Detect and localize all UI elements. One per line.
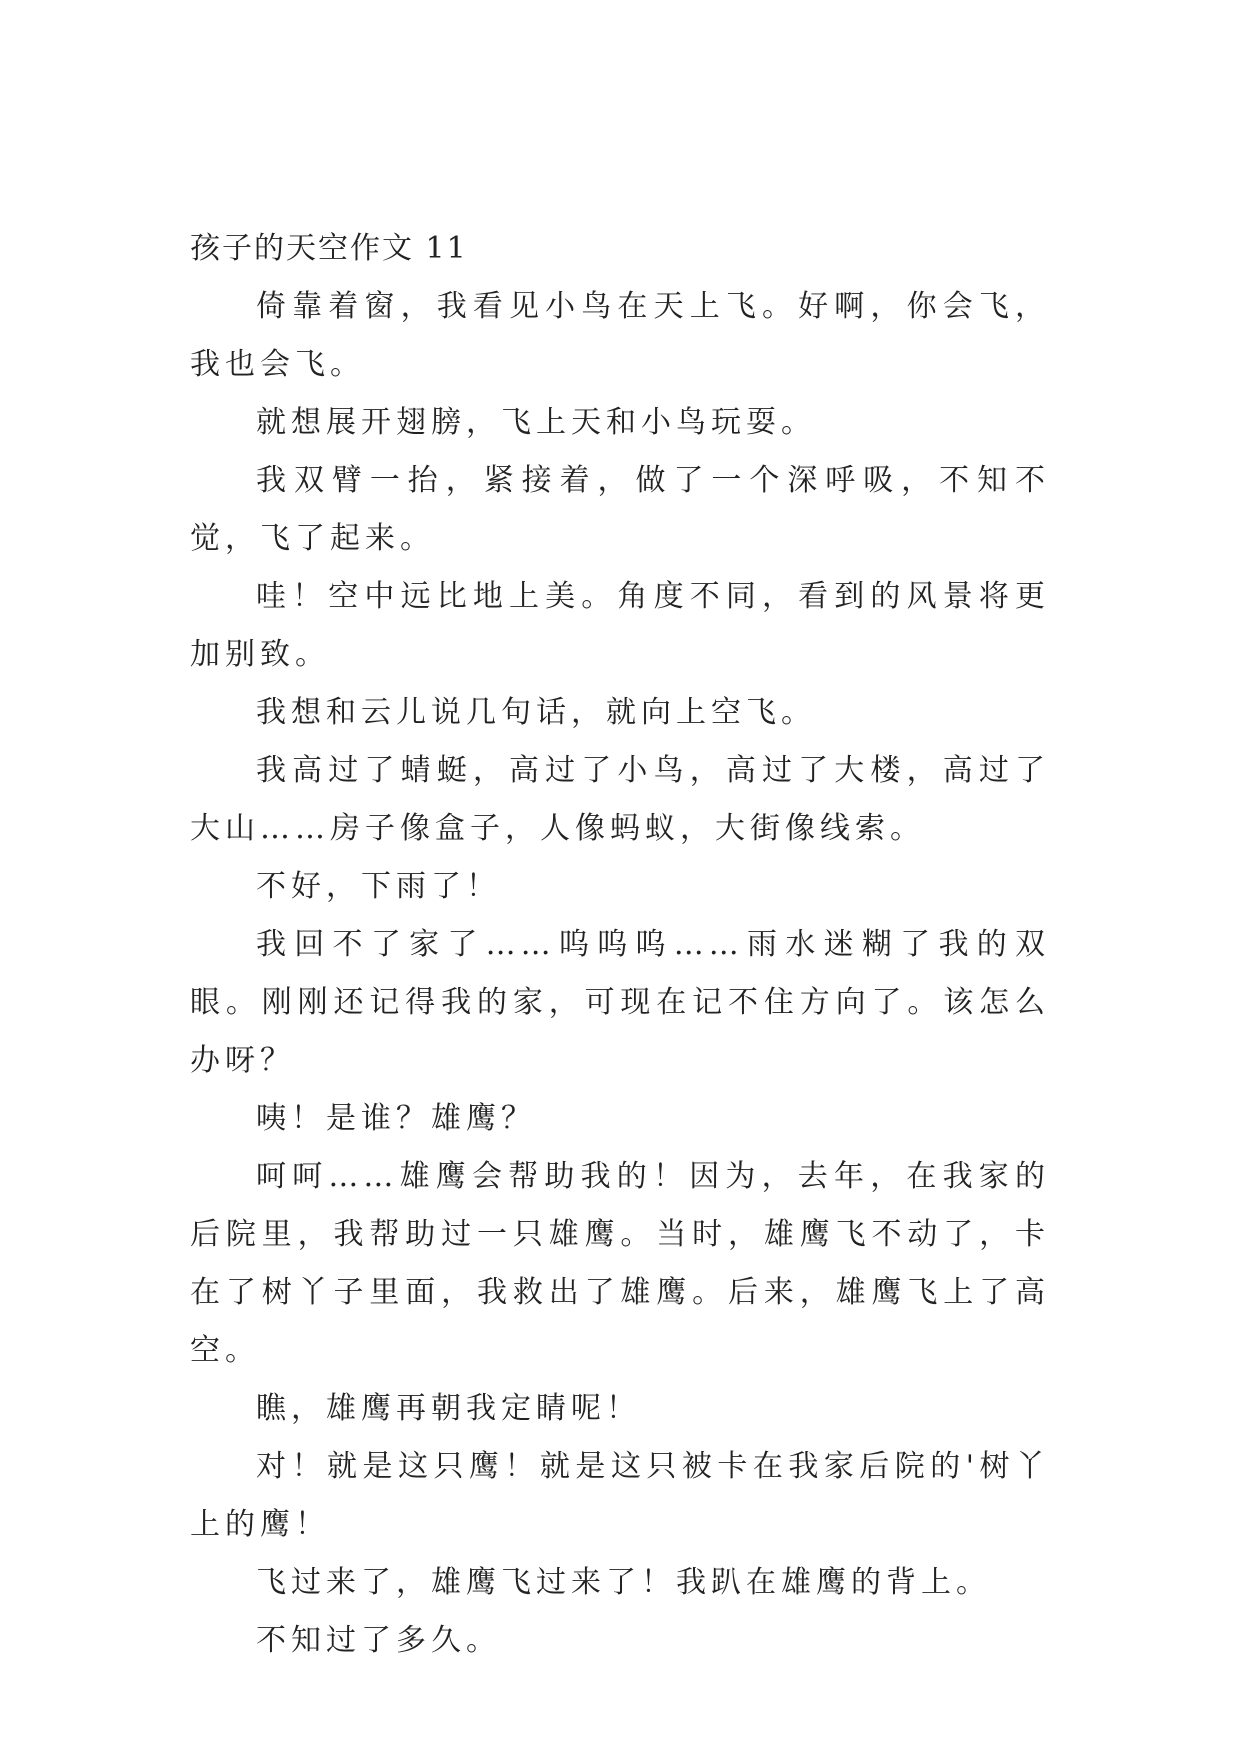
paragraph: 倚靠着窗，我看见小鸟在天上飞。好啊，你会飞，我也会飞。 [190, 289, 1050, 382]
paragraph: 我回不了家了……呜呜呜……雨水迷糊了我的双眼。刚刚还记得我的家，可现在记不住方向了。该怎么办呀？ [190, 927, 1050, 1078]
paragraph: 哇！空中远比地上美。角度不同，看到的风景将更加别致。 [190, 579, 1050, 672]
paragraph: 咦！是谁？雄鹰？ [256, 1101, 536, 1136]
paragraph: 我双臂一抬，紧接着，做了一个深呼吸，不知不觉，飞了起来。 [190, 463, 1050, 556]
paragraph: 飞过来了，雄鹰飞过来了！我趴在雄鹰的背上。 [256, 1565, 991, 1600]
paragraph: 瞧，雄鹰再朝我定睛呢！ [256, 1391, 641, 1426]
document-page [190, 220, 1050, 1670]
document-title: 孩子的天空作文 11 [190, 231, 468, 266]
paragraph: 我高过了蜻蜓，高过了小鸟，高过了大楼，高过了大山……房子像盒子，人像蚂蚁，大街像线索。 [190, 753, 1050, 846]
paragraph: 我想和云儿说几句话，就向上空飞。 [256, 695, 816, 730]
paragraph: 对！就是这只鹰！就是这只被卡在我家后院的'树丫上的鹰！ [190, 1449, 1050, 1542]
paragraph: 不好，下雨了！ [256, 869, 501, 904]
paragraph: 不知过了多久。 [256, 1623, 501, 1658]
paragraph: 呵呵……雄鹰会帮助我的！因为，去年，在我家的后院里，我帮助过一只雄鹰。当时，雄鹰飞不动了，卡在了树丫子里面，我救出了雄鹰。后来，雄鹰飞上了高空。 [190, 1159, 1050, 1368]
paragraph: 就想展开翅膀，飞上天和小鸟玩耍。 [256, 405, 816, 440]
